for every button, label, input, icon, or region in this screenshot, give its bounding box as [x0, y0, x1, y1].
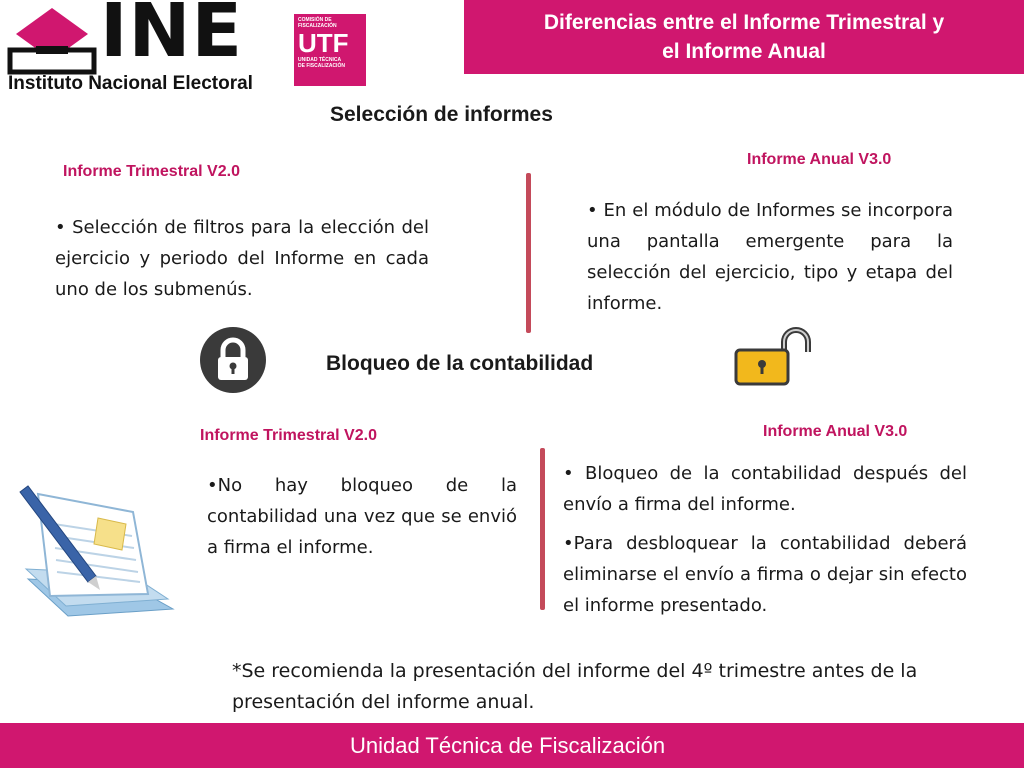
- label-trimestral-v2: Informe Trimestral V2.0: [63, 163, 240, 180]
- text-trimestral-seleccion: • Selección de filtros para la elección del ejercicio y periodo del Informe en cada uno de los submenús.: [55, 217, 429, 300]
- utf-line1: COMISIÓN DE: [298, 17, 332, 23]
- header-title-line1: Diferencias entre el Informe Trimestral y: [543, 11, 945, 34]
- ine-wordmark: INE: [100, 0, 244, 74]
- ine-subtitle: Instituto Nacional Electoral: [8, 73, 253, 94]
- text-anual-bloqueo-1: • Bloqueo de la contabilidad después del envío a firma del informe.: [563, 463, 967, 515]
- label-anual-v3: Informe Anual V3.0: [747, 151, 892, 168]
- text-anual-seleccion: • En el módulo de Informes se incorpora una pantalla emergente para la selección del ejercicio, tipo y etapa del informe.: [587, 200, 953, 314]
- utf-line3: UNIDAD TÉCNICA: [298, 57, 342, 63]
- text-anual-bloqueo-2: •Para desbloquear la contabilidad deberá eliminarse el envío a firma o dejar sin efecto el informe presentado.: [563, 533, 967, 616]
- footer-bar: [0, 723, 1024, 768]
- section-heading-bloqueo: Bloqueo de la contabilidad: [326, 352, 594, 375]
- utf-line2: FISCALIZACIÓN: [298, 23, 337, 29]
- utf-line4: DE FISCALIZACIÓN: [298, 63, 345, 69]
- header-title-banner: [464, 0, 1024, 74]
- unlocked-padlock-icon: [732, 322, 814, 386]
- utf-big: UTF: [298, 28, 349, 58]
- text-trimestral-bloqueo: •No hay bloqueo de la contabilidad una vez que se envió a firma el informe.: [207, 475, 517, 558]
- divider-line-bloqueo: [540, 448, 545, 610]
- label-anual-v3-bloqueo: Informe Anual V3.0: [763, 423, 908, 440]
- document-pen-icon: [8, 484, 186, 624]
- label-trimestral-v2-bloqueo: Informe Trimestral V2.0: [200, 427, 377, 444]
- header-title-line2: el Informe Anual: [662, 40, 826, 63]
- footer-text: Unidad Técnica de Fiscalización: [350, 733, 666, 758]
- section-heading-seleccion: Selección de informes: [330, 103, 553, 126]
- utf-logo: [294, 14, 366, 86]
- divider-line: [526, 173, 531, 333]
- ine-ballot-icon: [6, 6, 98, 76]
- recommendation-note: *Se recomienda la presentación del informe del 4º trimestre antes de la presentación del informe anual.: [232, 660, 918, 713]
- locked-padlock-icon: [199, 326, 267, 394]
